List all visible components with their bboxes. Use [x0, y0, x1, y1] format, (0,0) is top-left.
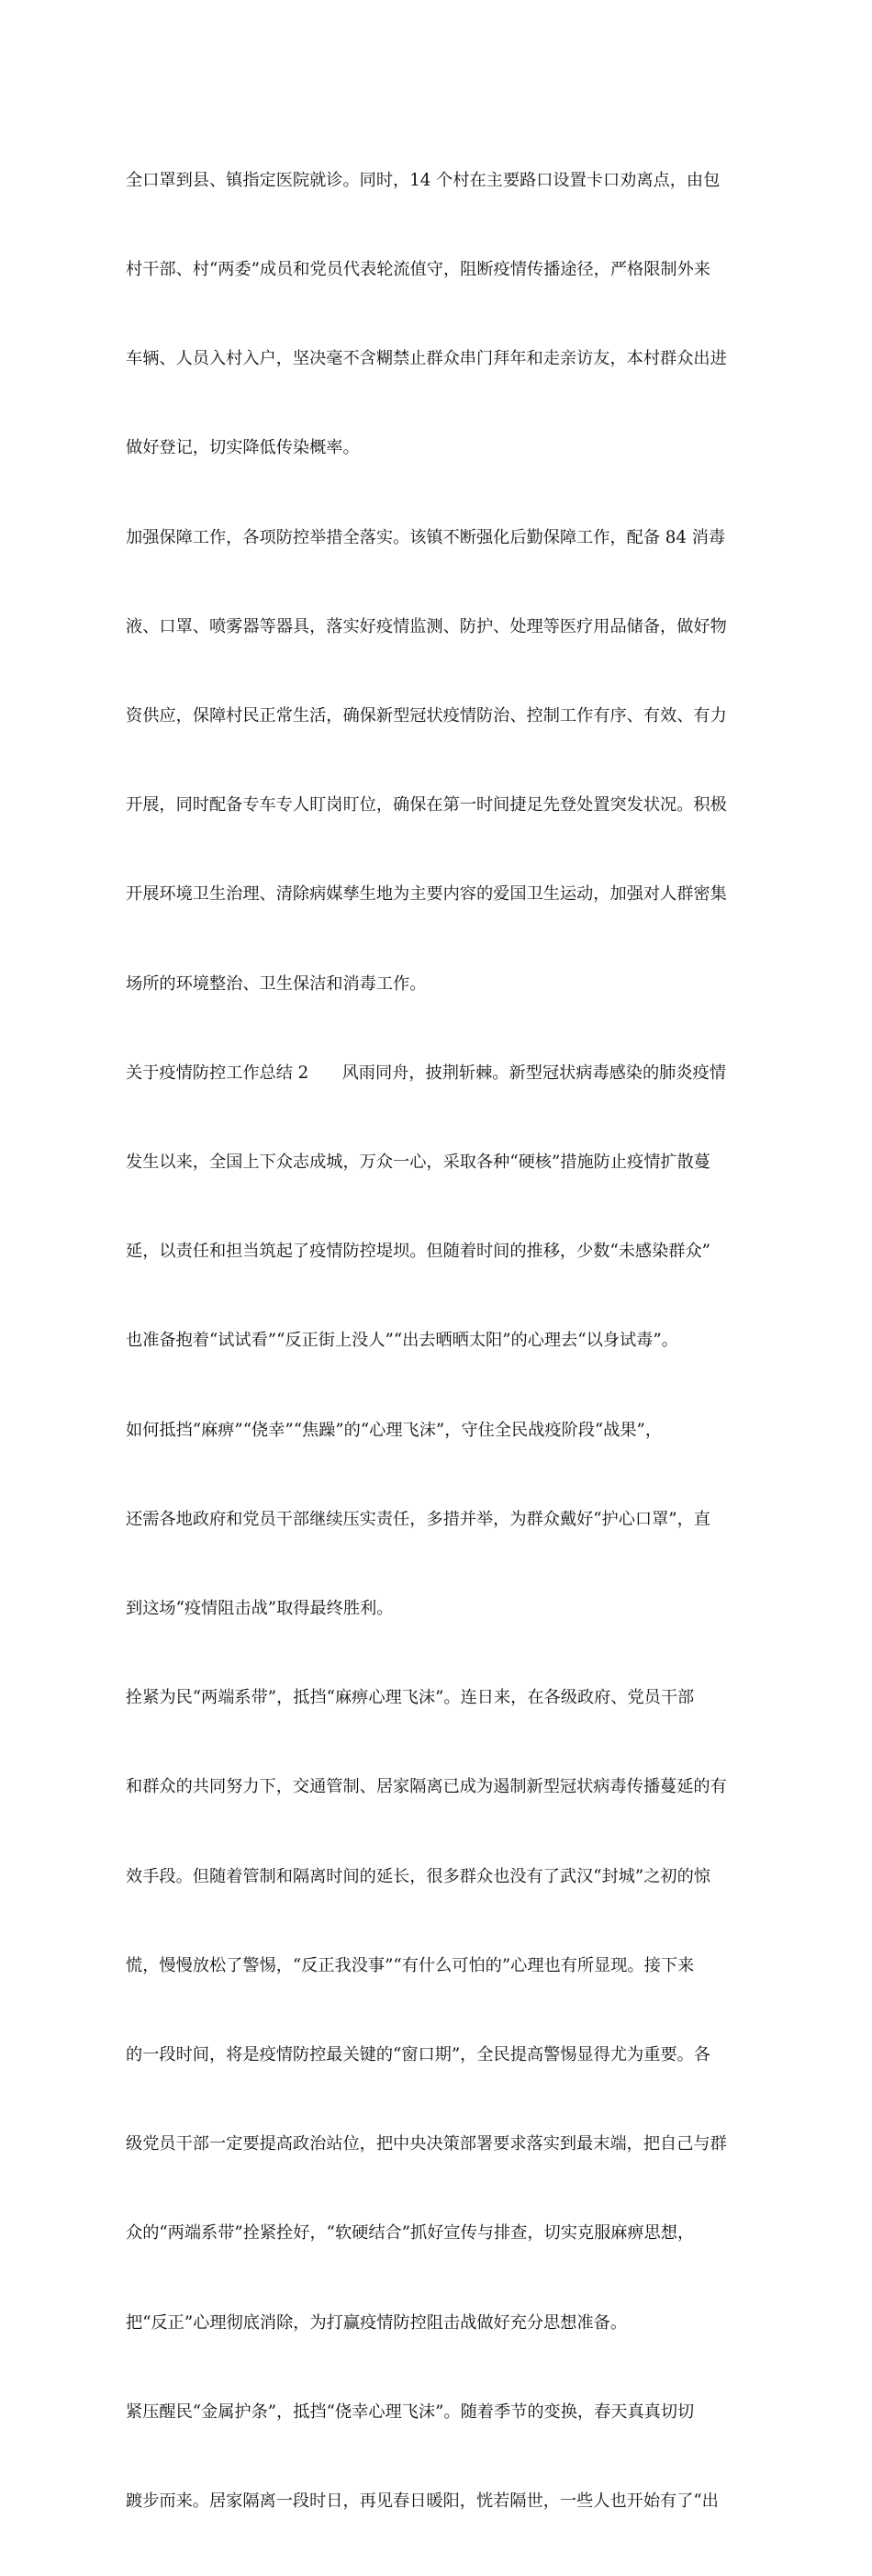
body-text — [126, 107, 759, 2576]
text-line: 做好登记，切实降低传染概率。 — [126, 438, 360, 458]
text-line: 的一段时间，将是疫情防控最关键的“窗口期”，全民提高警惕显得尤为重要。各 — [126, 2045, 710, 2065]
text-line: 开展环境卫生治理、清除病媒孳生地为主要内容的爱国卫生运动，加强对人群密集 — [126, 884, 727, 905]
text-line: 如何抵挡“麻痹”“侥幸”“焦躁”的“心理飞沫”，守住全民战疫阶段“战果”， — [126, 1420, 663, 1440]
text-line: 慌，慢慢放松了警惕，“反正我没事”“有什么可怕的”心理也有所显现。接下来 — [126, 1955, 695, 1975]
text-line: 众的“两端系带”拴紧拴好，“软硬结合”抓好宣传与排查，切实克服麻痹思想， — [126, 2223, 695, 2244]
text-line: 拴紧为民“两端系带”，抵挡“麻痹心理飞沫”。连日来，在各级政府、党员干部 — [126, 1688, 695, 1708]
text-line: 加强保障工作，各项防控举措全落实。该镇不断强化后勤保障工作，配备 84 消毒 — [126, 527, 726, 547]
text-line: 延，以责任和担当筑起了疫情防控堤坝。但随着时间的推移，少数“未感染群众” — [126, 1242, 710, 1262]
text-line: 车辆、人员入村入户，坚决毫不含糊禁止群众串门拜年和走亲访友，本村群众出进 — [126, 349, 727, 369]
text-line: 把“反正”心理彻底消除，为打赢疫情防控阻击战做好充分思想准备。 — [126, 2312, 628, 2333]
text-line: 液、口罩、喷雾器等器具，落实好疫情监测、防护、处理等医疗用品储备，做好物 — [126, 616, 727, 636]
text-line: 还需各地政府和党员干部继续压实责任，多措并举，为群众戴好“护心口罩”，直 — [126, 1509, 710, 1529]
text-line: 到这场“疫情阻击战”取得最终胜利。 — [126, 1599, 394, 1619]
text-line: 村干部、村“两委”成员和党员代表轮流值守，阻断疫情传播途径，严格限制外来 — [126, 260, 710, 280]
text-line: 全口罩到县、镇指定医院就诊。同时，14 个村在主要路口设置卡口劝离点，由包 — [126, 170, 721, 190]
text-line: 开展，同时配备专车专人盯岗盯位，确保在第一时间捷足先登处置突发状况。积极 — [126, 795, 727, 816]
text-line: 也准备抱着“试试看”“反正街上没人”“出去晒晒太阳”的心理去“以身试毒”。 — [126, 1331, 678, 1351]
text-line: 级党员干部一定要提高政治站位，把中央决策部署要求落实到最末端，把自己与群 — [126, 2134, 727, 2154]
section-heading-line: 关于疫情防控工作总结 2 风雨同舟，披荆斩棘。新型冠状病毒感染的肺炎疫情 — [126, 1063, 726, 1083]
text-line: 紧压醒民“金属护条”，抵挡“侥幸心理飞沫”。随着季节的变换，春天真真切切 — [126, 2402, 695, 2422]
text-line: 场所的环境整治、卫生保洁和消毒工作。 — [126, 973, 427, 994]
text-line: 资供应，保障村民正常生活，确保新型冠状疫情防治、控制工作有序、有效、有力 — [126, 706, 727, 726]
text-line: 发生以来，全国上下众志成城，万众一心，采取各种“硬核”措施防止疫情扩散蔓 — [126, 1153, 710, 1173]
text-line: 踱步而来。居家隔离一段时日，再见春日暖阳，恍若隔世，一些人也开始有了“出 — [126, 2492, 719, 2512]
text-line: 效手段。但随着管制和隔离时间的延长，很多群众也没有了武汉“封城”之初的惊 — [126, 1866, 710, 1886]
text-line: 和群众的共同努力下，交通管制、居家隔离已成为遏制新型冠状病毒传播蔓延的有 — [126, 1777, 727, 1797]
